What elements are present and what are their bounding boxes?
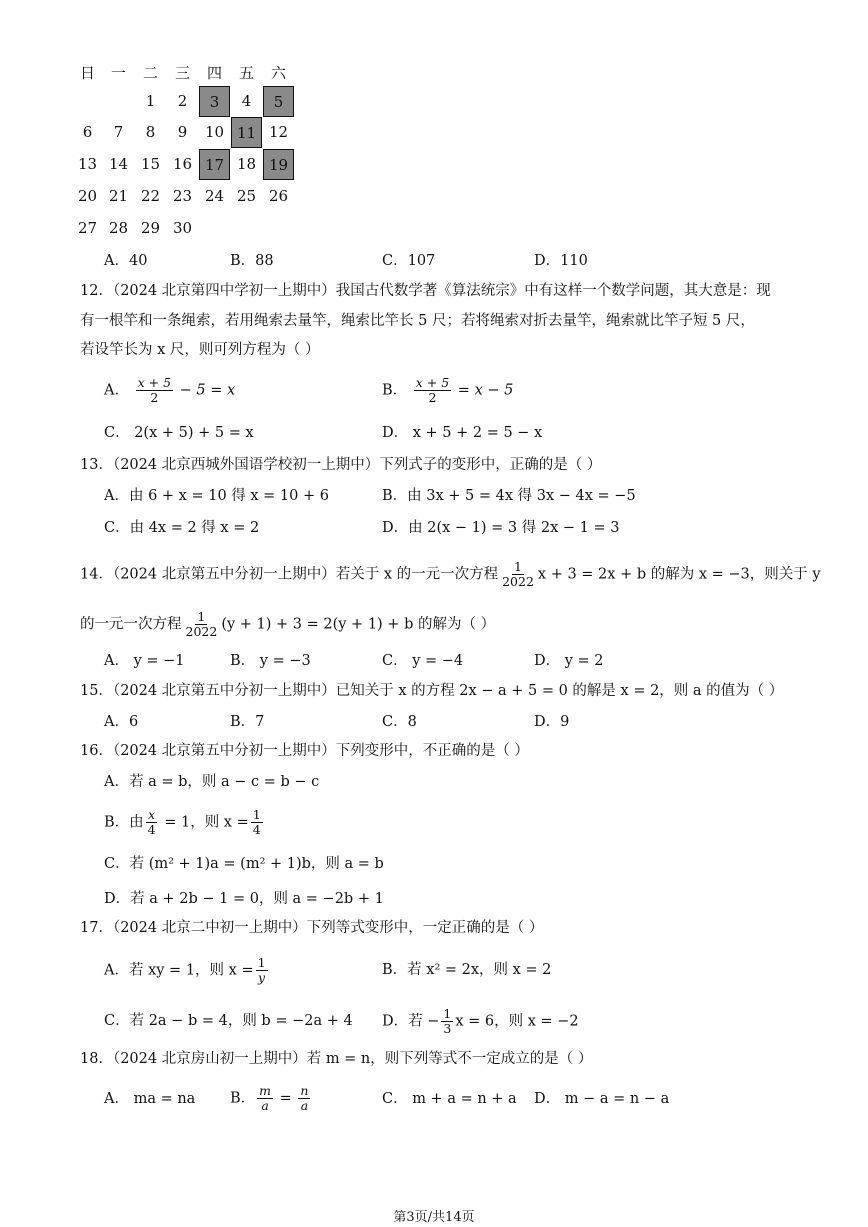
fraction: $\frac{1}{3}$: [443, 1006, 452, 1036]
q14-option-d[interactable]: D． y = 2: [534, 653, 604, 669]
calendar-day: 2: [177, 92, 188, 110]
calendar-day: 24: [204, 187, 225, 205]
q17-option-c[interactable]: C．若 2a − b = 4，则 b = −2a + 4: [104, 1013, 353, 1029]
q17-option-b[interactable]: B．若 x² = 2x，则 x = 2: [382, 962, 552, 978]
calendar-day: 30: [172, 219, 193, 237]
calendar-day: 6: [82, 123, 93, 141]
q12-stem-line-3: 若设竿长为 x 尺，则可列方程为（ ）: [80, 342, 320, 358]
fraction: $\frac{1}{2022}$: [185, 609, 218, 639]
calendar-header-cell: 二: [142, 64, 158, 82]
calendar-day: 10: [204, 123, 225, 141]
fraction: $\frac{1}{4}$: [252, 807, 261, 837]
q17-option-a[interactable]: A．若 xy = 1，则 x = $\frac{1}{y}$: [104, 955, 266, 985]
q14-option-b[interactable]: B． y = −3: [230, 653, 311, 669]
q17-option-d[interactable]: D．若 − $\frac{1}{3}$ x = 6，则 x = −2: [382, 1006, 579, 1036]
calendar-day: 15: [140, 155, 161, 173]
q12-option-d[interactable]: D． x + 5 + 2 = 5 − x: [382, 425, 543, 441]
calendar-day: 14: [108, 155, 129, 173]
q13-option-c[interactable]: C．由 4x = 2 得 x = 2: [104, 520, 260, 536]
q18-option-d[interactable]: D． m − a = n − a: [534, 1091, 670, 1107]
q12-stem-line-2: 有一根竿和一条绳索，若用绳索去量竿，绳索比竿长 5 尺；若将绳索对折去量竿，绳索就比竿子短 5 尺，: [80, 313, 755, 329]
calendar-day-shaded: 5: [263, 86, 294, 117]
calendar-day: 8: [145, 123, 156, 141]
calendar-day-shaded: 17: [199, 149, 230, 180]
fraction: $\frac{x + 5}{2}$: [415, 375, 450, 405]
fraction: $\frac{m}{a}$: [259, 1083, 272, 1113]
fraction: $\frac{x}{4}$: [147, 807, 156, 837]
q16-option-d[interactable]: D．若 a + 2b − 1 = 0，则 a = −2b + 1: [104, 891, 384, 907]
q18-option-b[interactable]: B． $\frac{m}{a}$ = $\frac{n}{a}$: [230, 1083, 309, 1113]
q16-stem: 16．（2024 北京第五中分初一上期中）下列变形中，不正确的是（ ）: [80, 743, 529, 759]
calendar-day: 23: [172, 187, 193, 205]
calendar-header-cell: 四: [206, 64, 222, 82]
calendar-day: 12: [268, 123, 289, 141]
q14-option-a[interactable]: A． y = −1: [104, 653, 185, 669]
calendar-day: 9: [177, 123, 188, 141]
q17-stem: 17．（2024 北京二中初一上期中）下列等式变形中，一定正确的是（ ）: [80, 920, 544, 936]
q12-option-a[interactable]: A． $\frac{x + 5}{2}$ − 5 = x: [104, 375, 236, 405]
calendar-day: 13: [77, 155, 98, 173]
q12-option-c[interactable]: C． 2(x + 5) + 5 = x: [104, 425, 254, 441]
fraction: $\frac{x + 5}{2}$: [137, 375, 172, 405]
calendar-header-cell: 一: [110, 64, 126, 82]
calendar-day: 22: [140, 187, 161, 205]
calendar-day: 20: [77, 187, 98, 205]
calendar-header-cell: 五: [238, 64, 254, 82]
calendar-header-cell: 三: [174, 64, 190, 82]
fraction: $\frac{1}{y}$: [257, 955, 266, 985]
q14-option-c[interactable]: C． y = −4: [382, 653, 464, 669]
q14-stem-line-1: 14．（2024 北京第五中分初一上期中）若关于 x 的一元一次方程 $\frac{1}{2022}$ x + 3 = 2x + b 的解为 x = −3，则关于 y: [80, 559, 821, 589]
calendar-header-cell: 日: [79, 64, 95, 82]
calendar-day: 4: [241, 92, 252, 110]
calendar-day: 16: [172, 155, 193, 173]
q11-option-a[interactable]: A．40: [104, 253, 148, 269]
q15-option-a[interactable]: A．6: [104, 714, 139, 730]
q16-option-b[interactable]: B．由 $\frac{x}{4}$ = 1，则 x = $\frac{1}{4}$: [104, 807, 261, 837]
calendar-day: 28: [108, 219, 129, 237]
q13-option-b[interactable]: B．由 3x + 5 = 4x 得 3x − 4x = −5: [382, 488, 636, 504]
calendar-day: 21: [108, 187, 129, 205]
q11-option-b[interactable]: B．88: [230, 253, 274, 269]
q18-option-c[interactable]: C． m + a = n + a: [382, 1091, 517, 1107]
q15-option-b[interactable]: B．7: [230, 714, 265, 730]
fraction: $\frac{1}{2022}$: [502, 559, 534, 589]
calendar-day-shaded: 19: [263, 149, 294, 180]
fraction: $\frac{n}{a}$: [300, 1083, 309, 1113]
calendar-header-cell: 六: [270, 64, 286, 82]
q16-option-c[interactable]: C．若 (m² + 1)a = (m² + 1)b，则 a = b: [104, 856, 384, 872]
q13-option-a[interactable]: A．由 6 + x = 10 得 x = 10 + 6: [104, 488, 329, 504]
calendar-day: 26: [268, 187, 289, 205]
calendar-day: 27: [77, 219, 98, 237]
page-footer: 第3页/共14页: [393, 1210, 475, 1225]
q18-option-a[interactable]: A． ma = na: [104, 1091, 196, 1107]
q15-option-d[interactable]: D．9: [534, 714, 570, 730]
calendar-day: 1: [145, 92, 156, 110]
calendar-day-shaded: 11: [231, 117, 262, 148]
q15-option-c[interactable]: C．8: [382, 714, 417, 730]
q13-option-d[interactable]: D．由 2(x − 1) = 3 得 2x − 1 = 3: [382, 520, 620, 536]
q13-stem: 13．（2024 北京西城外国语学校初一上期中）下列式子的变形中，正确的是（ ）: [80, 457, 602, 473]
calendar-day-shaded: 3: [199, 86, 230, 117]
q16-option-a[interactable]: A．若 a = b，则 a − c = b − c: [104, 774, 320, 790]
q12-stem-line-1: 12．（2024 北京第四中学初一上期中）我国古代数学著《算法统宗》中有这样一个数学问题，其大意是：现: [80, 283, 771, 299]
q12-option-b[interactable]: B． $\frac{x + 5}{2}$ = x − 5: [382, 375, 514, 405]
calendar-day: 7: [113, 123, 124, 141]
calendar-day: 29: [140, 219, 161, 237]
calendar-day: 18: [236, 155, 257, 173]
q14-stem-line-2: 的一元一次方程 $\frac{1}{2022}$ (y + 1) + 3 = 2(y + 1) + b 的解为（ ）: [80, 609, 496, 639]
q11-option-d[interactable]: D．110: [534, 253, 588, 269]
q18-stem: 18．（2024 北京房山初一上期中）若 m = n，则下列等式不一定成立的是（ ）: [80, 1051, 593, 1067]
calendar-day: 25: [236, 187, 257, 205]
q15-stem: 15．（2024 北京第五中分初一上期中）已知关于 x 的方程 2x − a + 5 = 0 的解是 x = 2，则 a 的值为（ ）: [80, 683, 784, 699]
q11-option-c[interactable]: C．107: [382, 253, 436, 269]
